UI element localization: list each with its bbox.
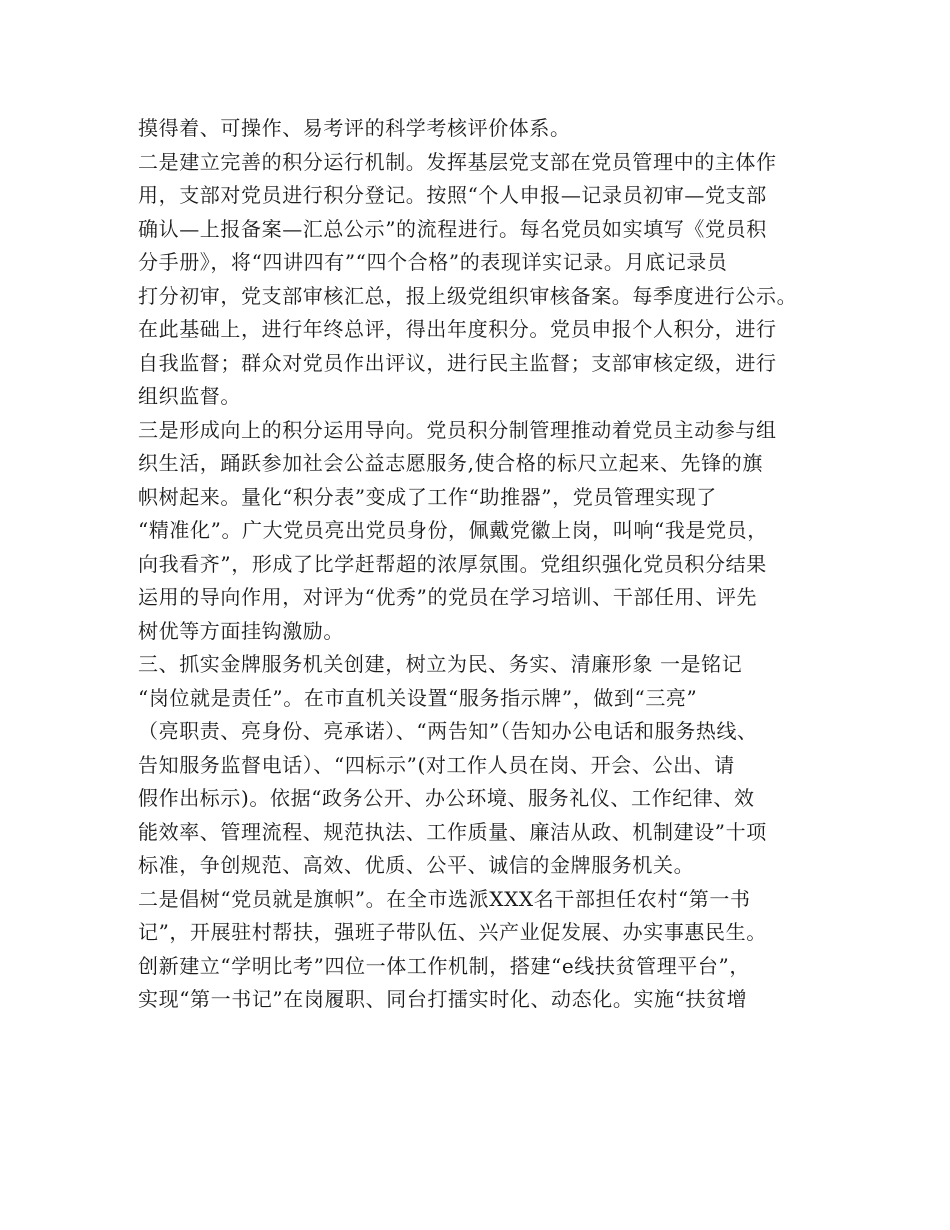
text-line: 树优等方面挂钩激励。 <box>138 618 344 643</box>
text-line: 假作出标示)。依据“政务公开、办公环境、服务礼仪、工作纪律、效 <box>138 786 755 810</box>
text-line: 打分初审，党支部审核汇总，报上级党组织审核备案。每季度进行公示。 <box>138 283 798 308</box>
text-line: 向我看齐”，形成了比学赶帮超的浓厚氛围。党组织强化党员积分结果 <box>138 551 767 576</box>
text-line: 分手册》，将“四讲四有”“四个合格”的表现详实记录。月底记录员 <box>138 250 728 274</box>
text-line: 告知服务监督电话）、“四标示”(对工作人员在岗、开会、公出、请 <box>138 752 735 777</box>
text-line: 帜树起来。量化“积分表”变成了工作“助推器”，党员管理实现了 <box>138 484 717 509</box>
text-line: 标准，争创规范、高效、优质、公平、诚信的金牌服务机关。 <box>138 853 695 877</box>
text-line: 摸得着、可操作、易考评的科学考核评价体系。 <box>138 116 571 140</box>
text-line: 组织监督。 <box>138 384 241 408</box>
text-line: 三是形成向上的积分运用导向。党员积分制管理推动着党员主动参与组 <box>138 417 777 442</box>
text-line: 自我监督；群众对党员作出评议，进行民主监督；支部审核定级，进行 <box>138 350 777 375</box>
text-line: 三、抓实金牌服务机关创建，树立为民、务实、清廉形象 一是铭记 <box>138 652 743 676</box>
text-line: 二是建立完善的积分运行机制。发挥基层党支部在党员管理中的主体作 <box>138 149 777 174</box>
text-line: 记”，开展驻村帮扶，强班子带队伍、兴产业促发展、办实事惠民生。 <box>138 920 767 944</box>
text-line: 创新建立“学明比考”四位一体工作机制，搭建“e线扶贫管理平台”， <box>138 953 750 978</box>
text-line: “精准化”。广大党员亮出党员身份，佩戴党徽上岗，叫响“我是党员， <box>138 518 768 542</box>
text-line: “岗位就是责任”。在市直机关设置“服务指示牌”，做到“三亮” <box>138 685 698 710</box>
text-line: 实现“第一书记”在岗履职、同台打擂实时化、动态化。实施“扶贫增 <box>138 987 748 1011</box>
text-line: 织生活，踊跃参加社会公益志愿服务,使合格的标尺立起来、先锋的旗 <box>138 451 763 475</box>
document-body <box>138 112 828 1017</box>
text-line: 确认—上报备案—汇总公示”的流程进行。每名党员如实填写《党员积 <box>138 216 767 241</box>
text-line: 运用的导向作用，对评为“优秀”的党员在学习培训、干部任用、评先 <box>138 585 758 609</box>
text-line: 用，支部对党员进行积分登记。按照“个人申报—记录员初审—党支部 <box>138 183 767 207</box>
text-line: 能效率、管理流程、规范执法、工作质量、廉洁从政、机制建设”十项 <box>138 819 767 844</box>
text-line: （亮职责、亮身份、亮承诺）、“两告知”（告知办公电话和服务热线、 <box>138 719 758 743</box>
text-line: 在此基础上，进行年终总评，得出年度积分。党员申报个人积分，进行 <box>138 317 777 341</box>
text-line: 二是倡树“党员就是旗帜”。在全市选派XXX名干部担任农村“第一书 <box>138 886 751 911</box>
